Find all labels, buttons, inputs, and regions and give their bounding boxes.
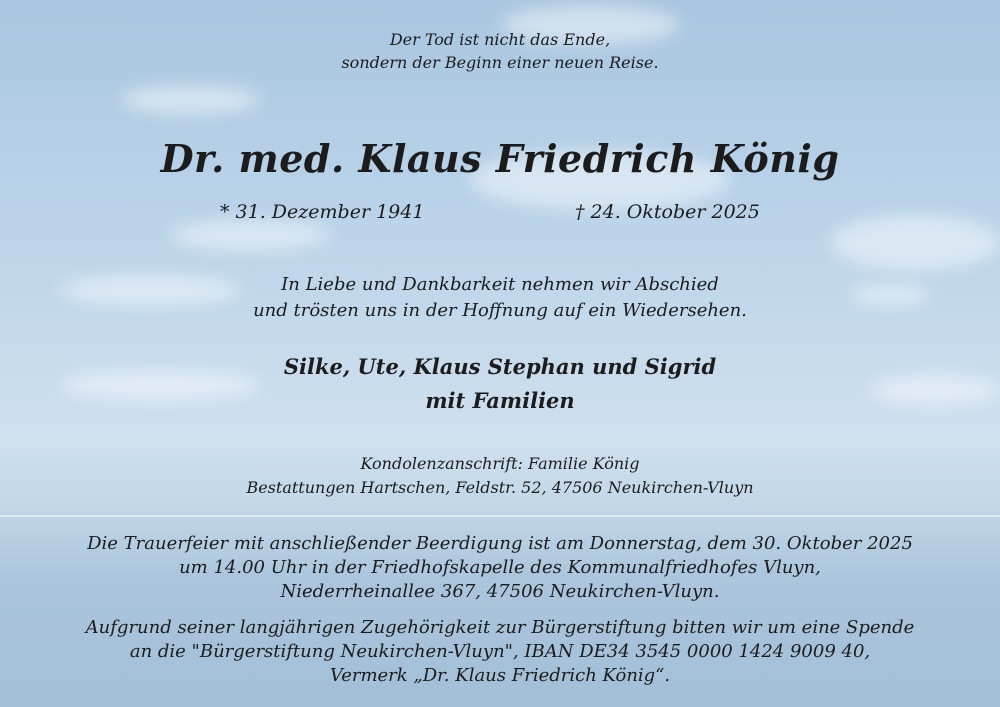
deceased-name: Dr. med. Klaus Friedrich König bbox=[160, 136, 840, 181]
quote-line-1: Der Tod ist nicht das Ende, bbox=[389, 30, 611, 49]
condolence-address-line-1: Kondolenzanschrift: Familie König bbox=[360, 454, 640, 473]
birth-date: * 31. Dezember 1941 bbox=[220, 201, 425, 223]
ceremony-line-3: Niederrheinallee 367, 47506 Neukirchen-Vluyn. bbox=[280, 581, 720, 602]
quote-line-2: sondern der Beginn einer neuen Reise. bbox=[341, 53, 659, 72]
farewell-line-2: und trösten uns in der Hoffnung auf ein Wiedersehen. bbox=[253, 300, 747, 321]
death-date: † 24. Oktober 2025 bbox=[575, 201, 760, 223]
ceremony-line-2: um 14.00 Uhr in der Friedhofskapelle des Kommunalfriedhofes Vluyn, bbox=[179, 557, 821, 578]
donation-line-2: an die "Bürgerstiftung Neukirchen-Vluyn", IBAN DE34 3545 0000 1424 9009 40, bbox=[129, 641, 871, 662]
ceremony-line-1: Die Trauerfeier mit anschließender Beerdigung ist am Donnerstag, dem 30. Oktober 2025 bbox=[87, 533, 913, 554]
farewell-line-1: In Liebe und Dankbarkeit nehmen wir Abschied bbox=[281, 274, 719, 295]
donation-line-1: Aufgrund seiner langjährigen Zugehörigkeit zur Bürgerstiftung bitten wir um eine Spende bbox=[85, 617, 915, 638]
family-suffix: mit Familien bbox=[425, 388, 575, 413]
donation-line-3: Vermerk „Dr. Klaus Friedrich König“. bbox=[329, 665, 671, 686]
condolence-address-line-2: Bestattungen Hartschen, Feldstr. 52, 47506 Neukirchen-Vluyn bbox=[246, 478, 754, 497]
family-names: Silke, Ute, Klaus Stephan und Sigrid bbox=[283, 354, 717, 379]
